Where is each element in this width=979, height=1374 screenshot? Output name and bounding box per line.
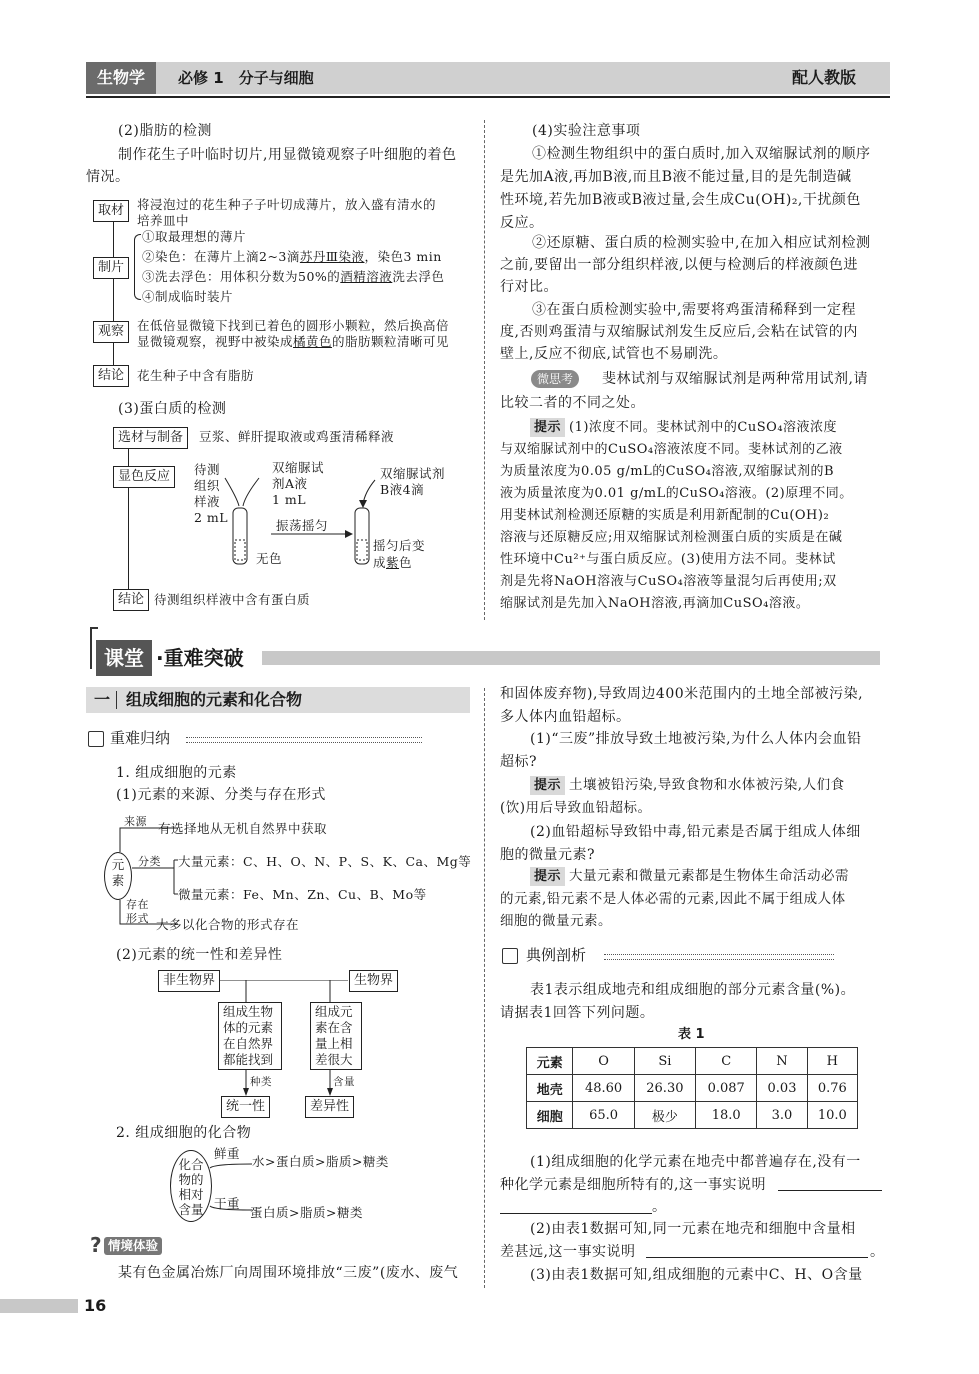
paragraph-line: 是先加A液,再加B液,而且B液不能过量,目的是先制造碱	[500, 169, 852, 185]
answer-1: 提示 土壤被铅污染,导致食物和水体被污染,人们食	[530, 776, 845, 795]
section-title: ·重难突破	[156, 646, 244, 670]
header-book: 必修 1 分子与细胞	[178, 69, 314, 87]
weisikao-question: 比较二者的不同之处。	[500, 395, 645, 411]
flow-vertical-line	[113, 218, 114, 368]
question-b: 差甚远,这一事实说明	[500, 1244, 636, 1260]
element-laiyuan: 来源	[124, 815, 147, 828]
flow-guancha-box: 观察	[93, 321, 129, 343]
compound-ganzhong: 干重	[214, 1196, 241, 1211]
table-row	[527, 1102, 858, 1129]
table-title: 表 1	[678, 1027, 705, 1042]
table-cell: N	[757, 1048, 807, 1075]
table-cell: 48.60	[573, 1075, 634, 1102]
paragraph-line: 度,否则鸡蛋清与双缩脲试剂发生反应后,会粘在试管的内	[500, 324, 858, 340]
table-cell: 26.30	[634, 1075, 695, 1102]
flow-step: ①取最理想的薄片	[142, 229, 247, 244]
compound-xian-order: 水>蛋白质>脂质>糖类	[252, 1154, 389, 1169]
column-divider	[484, 688, 485, 1288]
pflow-xianse-box: 显色反应	[113, 466, 175, 488]
question-2: (2)血铅超标导致铅中毒,铅元素是否属于组成人体细	[530, 824, 861, 840]
page-number: 16	[84, 1296, 107, 1315]
question-a: 种化学元素是细胞所特有的,这一事实说明	[500, 1177, 766, 1193]
answer-2: 细胞的微量元素。	[500, 913, 612, 929]
table-row	[527, 1075, 858, 1102]
header-subject: 生物学	[86, 62, 156, 94]
table-cell: O	[573, 1048, 634, 1075]
flow-brace	[134, 234, 141, 300]
topic-number: 一	[94, 690, 111, 709]
table-cell: 元素	[527, 1048, 573, 1075]
doc-icon	[88, 731, 104, 747]
uni-box-2: 组成元 素在含 量上相 差很大	[310, 1002, 362, 1070]
uni-tongyi: 统一性	[221, 1096, 270, 1118]
uni-feisheng: 非生物界	[158, 970, 220, 992]
topic-divider	[116, 691, 117, 709]
fat-text: 制作花生子叶临时切片,用显微镜观察子叶细胞的着色	[118, 147, 457, 163]
question-b: (2)由表1数据可知,同一元素在地壳和细胞中含量相	[530, 1221, 856, 1237]
element-oval: 元 素	[104, 852, 132, 900]
answer-line: 溶液与还原糖反应;用双缩脲试剂检测蛋白质的实质是在碱	[500, 530, 843, 545]
compound-xianzhong: 鲜重	[214, 1146, 241, 1161]
paragraph-line: 行对比。	[500, 279, 558, 295]
uni-zhonglei: 种类	[250, 1076, 272, 1088]
paragraph-line: 之前,要留出一部分组织样液,以便与检测后的样液颜色进	[500, 257, 858, 273]
flow-qucai-text: 将浸泡过的花生种子子叶切成薄片，放入盛有清水的	[137, 197, 437, 212]
table-cell: 地壳	[527, 1075, 573, 1102]
tip-badge: 提示	[530, 418, 565, 437]
paragraph-line: 反应。	[500, 215, 544, 231]
flow-jielun-text: 花生种子中含有脂肪	[137, 368, 255, 383]
flow-qucai-text: 培养皿中	[137, 213, 190, 228]
table-cell: 3.0	[757, 1102, 807, 1129]
compound-gan-order: 蛋白质>脂质>糖类	[250, 1205, 363, 1220]
paragraph-line: ②还原糖、蛋白质的检测实验中,在加入相应试剂检测	[532, 235, 871, 251]
element-table	[526, 1047, 858, 1129]
answer-blank[interactable]	[500, 1213, 652, 1214]
element-laiyuan-text: 有选择地从无机自然界中获取	[158, 821, 328, 836]
footer-bar	[0, 1299, 78, 1313]
doc-icon	[502, 948, 518, 964]
pflow-sample: 待测 组织 样液 2 mL	[194, 462, 229, 525]
pflow-reagent-b: 双缩脲试剂 B液4滴	[380, 466, 446, 497]
header-edition: 配人教版	[792, 68, 857, 87]
flow-step: ④制成临时装片	[142, 289, 234, 304]
answer-1: (饮)用后导致血铅超标。	[500, 800, 652, 816]
table-cell: 细胞	[527, 1102, 573, 1129]
notes-title: (4)实验注意事项	[532, 123, 641, 139]
paragraph-line: ③在蛋白质检测实验中,需要将鸡蛋清稀释到一定程	[532, 302, 856, 318]
flow-guancha-text: 在低倍显微镜下找到已着色的圆形小颗粒，然后换高倍	[137, 318, 450, 333]
s1-heading: 1. 组成细胞的元素	[116, 765, 237, 781]
pflow-jielun-text: 待测组织样液中含有蛋白质	[154, 592, 311, 607]
uni-hanliang: 含量	[333, 1076, 355, 1088]
uni-chayi: 差异性	[305, 1096, 354, 1118]
answer-line: 液为质量浓度为0.01 g/mL的CuSO₄溶液。(2)原理不同。	[500, 486, 853, 501]
element-daliang: 大量元素：C、H、O、N、P、S、K、Ca、Mg等	[178, 854, 472, 869]
flow-step: ③洗去浮色：用体积分数为50%的酒精溶液洗去浮色	[142, 269, 445, 284]
flow-step: ②染色：在薄片上滴2~3滴苏丹Ⅲ染液，染色3 min	[142, 249, 442, 264]
pflow-jielun-box: 结论	[113, 589, 149, 611]
answer-2: 提示 大量元素和微量元素都是生物体生命活动必需	[530, 867, 849, 886]
table-cell: 65.0	[573, 1102, 634, 1129]
dianli-heading: 典例剖析	[526, 946, 587, 964]
fat-title: (2)脂肪的检测	[118, 123, 212, 139]
question-c: (3)由表1数据可知,组成细胞的元素中C、H、O含量	[530, 1267, 863, 1283]
story-text: 多人体内血铅超标。	[500, 709, 631, 725]
question-2: 胞的微量元素?	[500, 847, 596, 863]
table-cell: 0.76	[807, 1075, 857, 1102]
element-cunzai: 存在 形式	[126, 898, 149, 925]
uni-shengwu: 生物界	[349, 970, 398, 992]
example-text: 请据表1回答下列问题。	[500, 1005, 655, 1021]
section-ketang: 课堂	[96, 640, 152, 676]
flow-guancha-text: 显微镜观察，视野中被染成橘黄色的脂肪颗粒清晰可见	[137, 334, 450, 349]
question-a: (1)组成细胞的化学元素在地壳中都普遍存在,没有一	[530, 1154, 861, 1170]
zhongnan-heading: 重难归纳	[110, 729, 171, 747]
flow-qucai-box: 取材	[93, 200, 129, 222]
heading-rule	[186, 737, 422, 743]
answer-line: 用斐林试剂检测还原糖的实质是利用新配制的Cu(OH)₂	[500, 508, 830, 523]
table-cell: H	[807, 1048, 857, 1075]
paragraph-line: ①检测生物组织中的蛋白质时,加入双缩脲试剂的顺序	[532, 146, 871, 162]
paragraph-line: 壁上,反应不彻底,试管也不易刷洗。	[500, 346, 728, 362]
weisikao-question: 斐林试剂与双缩脲试剂是两种常用试剂,请	[602, 371, 868, 387]
element-fenlei: 分类	[138, 855, 161, 868]
answer-line: 与双缩脲试剂中的CuSO₄溶液浓度不同。斐林试剂的乙液	[500, 442, 843, 457]
table-row	[527, 1048, 858, 1075]
qingjing-badge: 情境体验	[104, 1237, 162, 1255]
compound-oval: 化合 物的 相对 含量	[170, 1150, 212, 1222]
question-b: 。	[870, 1244, 885, 1260]
story-text: 和固体废弃物),导致周边400米范围内的土地全部被污染,	[500, 686, 864, 702]
question-mark-icon: ?	[90, 1233, 102, 1257]
answer-blank[interactable]	[646, 1257, 868, 1258]
topic-title: 组成细胞的元素和化合物	[126, 690, 303, 709]
question-1: 超标?	[500, 754, 538, 770]
flow-jielun-box: 结论	[93, 365, 129, 387]
answer-blank[interactable]	[778, 1190, 882, 1191]
answer-line: 缩脲试剂是先加入NaOH溶液,再滴加CuSO₄溶液。	[500, 596, 810, 611]
story-text: 某有色金属冶炼厂向周围环境排放“三废”(废水、废气	[118, 1265, 459, 1281]
fat-text: 情况。	[86, 169, 130, 185]
element-cunzai-text: 大多以化合物的形式存在	[156, 917, 300, 932]
pflow-xuancai-box: 选材与制备	[113, 427, 188, 449]
table-cell: 极少	[634, 1102, 695, 1129]
answer-2: 的元素,铅元素不是人体必需的元素,因此不属于组成人体	[500, 891, 846, 907]
paragraph-line: 性环境,若先加B液或B液过量,会生成Cu(OH)₂,干扰颜色	[500, 192, 861, 208]
answer-line: 为质量浓度为0.05 g/mL的CuSO₄溶液,双缩脲试剂的B	[500, 464, 835, 479]
answer-line: 剂是先将NaOH溶液与CuSO₄溶液等量混匀后再使用;双	[500, 574, 837, 589]
heading-rule	[604, 954, 834, 960]
table-cell: 0.087	[696, 1075, 757, 1102]
table-cell: Si	[634, 1048, 695, 1075]
section-bar	[262, 651, 880, 665]
flow-zhipian-box: 制片	[93, 257, 129, 279]
weisikao-badge: 微思考	[531, 370, 579, 388]
uni-box-1: 组成生物 体的元素 在自然界 都能找到	[218, 1002, 282, 1070]
table-cell: 10.0	[807, 1102, 857, 1129]
answer-line: 性环境中Cu²⁺与蛋白质反应。(3)使用方法不同。斐林试	[500, 552, 836, 567]
element-weiliang: 微量元素：Fe、Mn、Zn、Cu、B、Mo等	[178, 887, 427, 902]
header-rule	[86, 96, 890, 98]
pflow-colorless: 无色	[256, 551, 283, 566]
s2-heading: 2. 组成细胞的化合物	[116, 1125, 252, 1141]
pflow-xuancai-text: 豆浆、鲜肝提取液或鸡蛋清稀释液	[199, 429, 395, 444]
column-divider	[484, 120, 485, 620]
pflow-after: 摇匀后变 成紫色	[373, 538, 426, 570]
table-cell: 18.0	[696, 1102, 757, 1129]
example-text: 表1表示组成地壳和组成细胞的部分元素含量(%)。	[530, 982, 856, 998]
s1a-heading: (1)元素的来源、分类与存在形式	[116, 787, 326, 803]
pflow-shake: 振荡摇匀	[276, 518, 329, 533]
answer-line: 提示 (1)浓度不同。斐林试剂中的CuSO₄溶液浓度	[530, 418, 837, 437]
table-cell: C	[696, 1048, 757, 1075]
question-1: (1)“三废”排放导致土地被污染,为什么人体内会血铅	[530, 731, 862, 747]
table-cell: 0.03	[757, 1075, 807, 1102]
s1b-heading: (2)元素的统一性和差异性	[116, 947, 283, 963]
question-a: 。	[652, 1199, 667, 1215]
pflow-reagent-a: 双缩脲试 剂A液 1 mL	[272, 460, 325, 507]
protein-title: (3)蛋白质的检测	[118, 401, 227, 417]
